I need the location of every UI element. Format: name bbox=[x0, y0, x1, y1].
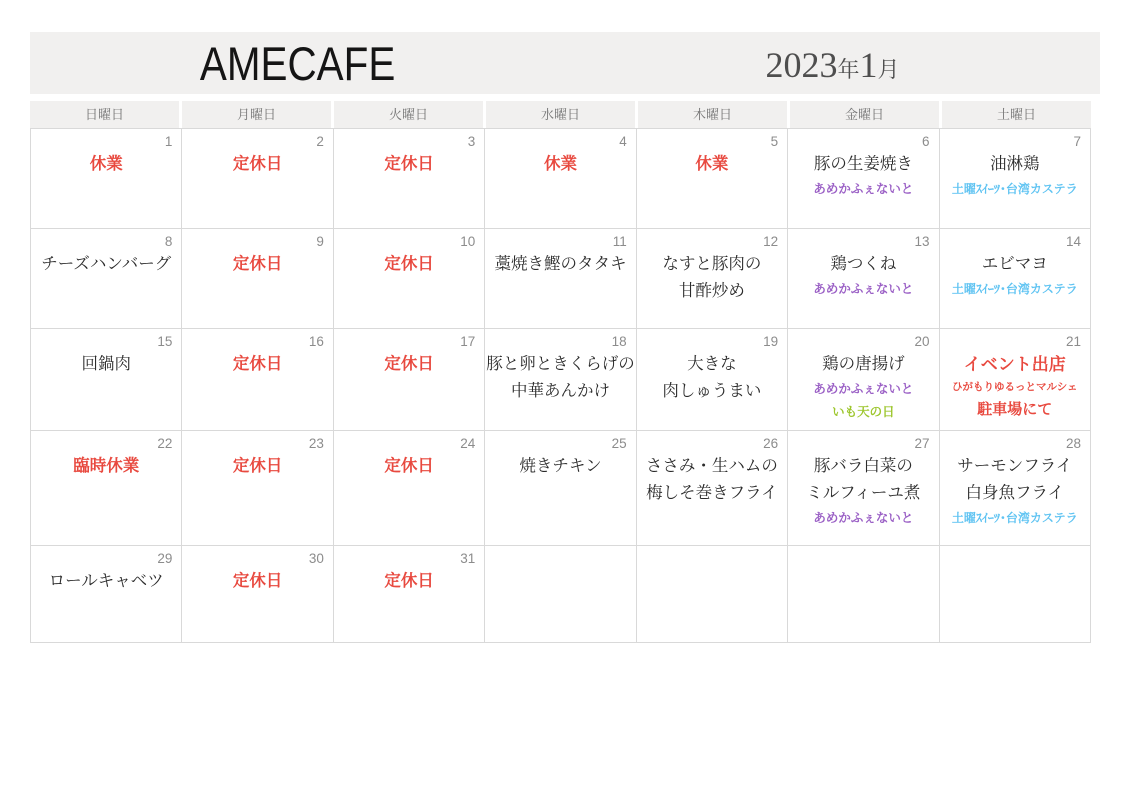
day-number: 5 bbox=[770, 134, 779, 149]
day-entry-event-place: 駐車場にて bbox=[977, 401, 1053, 418]
day-number: 29 bbox=[157, 551, 173, 566]
day-number: 17 bbox=[460, 334, 476, 349]
day-number: 28 bbox=[1065, 436, 1081, 451]
weekday-header-4: 木曜日 bbox=[638, 101, 787, 128]
day-entry-menu: チーズハンバーグ bbox=[41, 255, 172, 273]
day-cell-15 bbox=[31, 329, 182, 431]
day-entry-closed: 定休日 bbox=[384, 155, 434, 173]
day-entry-menu: 鶏つくね bbox=[830, 255, 897, 273]
day-entry-event-sub: ひがもりゆるっとマルシェ bbox=[952, 381, 1078, 393]
header-right bbox=[565, 32, 1100, 94]
weekday-header-0: 日曜日 bbox=[30, 101, 179, 128]
day-cell-8 bbox=[31, 229, 182, 329]
day-cell-empty bbox=[940, 546, 1091, 643]
calendar-grid bbox=[30, 128, 1091, 643]
day-cell-21 bbox=[940, 329, 1091, 431]
day-entry-menu: 豚の生姜焼き bbox=[813, 155, 913, 173]
day-entry-menu: 梅しそ巻きフライ bbox=[646, 484, 778, 502]
day-cell-empty bbox=[637, 546, 788, 643]
weekday-header-1: 月曜日 bbox=[182, 101, 331, 128]
calendar-header bbox=[30, 32, 1100, 94]
day-number: 23 bbox=[308, 436, 324, 451]
day-entry-menu: サーモンフライ bbox=[957, 457, 1073, 475]
day-entry-night: あめかふぇないと bbox=[813, 511, 914, 525]
day-cell-27 bbox=[788, 431, 939, 546]
day-number: 14 bbox=[1065, 234, 1081, 249]
day-cell-empty bbox=[485, 546, 636, 643]
day-number: 1 bbox=[164, 134, 173, 149]
day-entry-closed: 臨時休業 bbox=[73, 457, 140, 475]
day-entry-menu: ささみ・生ハムの bbox=[645, 457, 778, 475]
day-entry-closed: 休業 bbox=[695, 155, 729, 173]
day-number: 10 bbox=[460, 234, 476, 249]
day-number: 19 bbox=[763, 334, 779, 349]
day-entry-menu: 中華あんかけ bbox=[510, 382, 610, 400]
day-entry-closed: 休業 bbox=[543, 155, 577, 173]
day-number: 25 bbox=[611, 436, 627, 451]
month-title bbox=[765, 43, 899, 83]
month-suffix: 月 bbox=[877, 57, 900, 82]
day-cell-10 bbox=[334, 229, 485, 329]
day-cell-30 bbox=[182, 546, 333, 643]
day-cell-23 bbox=[182, 431, 333, 546]
day-entry-closed: 定休日 bbox=[232, 572, 283, 590]
day-cell-5 bbox=[637, 129, 788, 229]
month-year: 2023 bbox=[765, 45, 838, 85]
day-number: 11 bbox=[612, 234, 627, 249]
day-cell-14 bbox=[940, 229, 1091, 329]
day-cell-28 bbox=[940, 431, 1091, 546]
day-number: 2 bbox=[316, 134, 324, 149]
day-cell-31 bbox=[334, 546, 485, 643]
day-number: 21 bbox=[1065, 334, 1081, 349]
day-number: 7 bbox=[1073, 134, 1081, 149]
day-number: 31 bbox=[460, 551, 476, 566]
day-entry-menu: ロールキャベツ bbox=[48, 572, 164, 590]
day-cell-26 bbox=[637, 431, 788, 546]
day-number: 9 bbox=[316, 234, 324, 249]
day-entry-menu: 甘酢炒め bbox=[678, 282, 745, 300]
day-number: 24 bbox=[460, 436, 476, 451]
day-cell-2 bbox=[182, 129, 333, 229]
day-cell-24 bbox=[334, 431, 485, 546]
day-entry-imo: いも天の日 bbox=[832, 405, 895, 419]
day-number: 20 bbox=[914, 334, 930, 349]
day-cell-16 bbox=[182, 329, 333, 431]
day-number: 3 bbox=[467, 134, 476, 149]
day-entry-menu: 油淋鶏 bbox=[990, 155, 1040, 173]
day-entry-menu: 焼きチキン bbox=[519, 457, 602, 475]
day-entry-menu: 大きな bbox=[687, 355, 737, 373]
day-number: 30 bbox=[308, 551, 324, 566]
day-entry-menu: 豚バラ白菜の bbox=[813, 457, 913, 475]
day-cell-4 bbox=[485, 129, 636, 229]
day-entry-closed: 定休日 bbox=[384, 572, 434, 590]
day-cell-11 bbox=[485, 229, 636, 329]
day-entry-night: あめかふぇないと bbox=[813, 282, 914, 296]
month-number: 1 bbox=[859, 45, 878, 85]
day-entry-menu: 肉しゅうまい bbox=[662, 382, 762, 400]
day-number: 26 bbox=[763, 436, 779, 451]
day-number: 18 bbox=[611, 334, 627, 349]
day-entry-night: あめかふぇないと bbox=[813, 182, 914, 196]
day-number: 16 bbox=[308, 334, 324, 349]
day-number: 12 bbox=[763, 234, 779, 249]
day-entry-closed: 定休日 bbox=[232, 457, 283, 475]
day-entry-night: あめかふぇないと bbox=[813, 382, 914, 396]
weekday-header-5: 金曜日 bbox=[790, 101, 939, 128]
header-left bbox=[30, 32, 565, 94]
day-entry-menu: ミルフィーユ煮 bbox=[806, 484, 921, 502]
day-entry-event-main: イベント出店 bbox=[963, 355, 1066, 374]
day-entry-closed: 定休日 bbox=[232, 355, 283, 373]
day-entry-menu: 豚と卵ときくらげの bbox=[486, 355, 635, 373]
day-entry-menu: エビマヨ bbox=[981, 255, 1048, 273]
day-cell-3 bbox=[334, 129, 485, 229]
day-cell-7 bbox=[940, 129, 1091, 229]
month-year-suffix: 年 bbox=[837, 57, 860, 82]
day-cell-12 bbox=[637, 229, 788, 329]
day-entry-closed: 定休日 bbox=[232, 255, 283, 273]
day-entry-menu: 白身魚フライ bbox=[965, 484, 1065, 502]
weekday-row bbox=[30, 101, 1091, 128]
day-cell-29 bbox=[31, 546, 182, 643]
day-cell-1 bbox=[31, 129, 182, 229]
day-entry-sweets: 土曜ｽｲｰﾂ･台湾カステラ bbox=[951, 182, 1078, 196]
day-entry-closed: 定休日 bbox=[232, 155, 283, 173]
day-entry-closed: 定休日 bbox=[384, 355, 434, 373]
day-entry-closed: 定休日 bbox=[384, 457, 434, 475]
day-entry-sweets: 土曜ｽｲｰﾂ･台湾カステラ bbox=[951, 282, 1078, 296]
day-entry-closed: 休業 bbox=[89, 155, 123, 173]
day-entry-menu: 鶏の唐揚げ bbox=[822, 355, 905, 373]
day-number: 22 bbox=[157, 436, 173, 451]
day-entry-closed: 定休日 bbox=[384, 255, 434, 273]
day-entry-menu: 藁焼き鰹のタタキ bbox=[494, 255, 627, 273]
day-cell-13 bbox=[788, 229, 939, 329]
day-cell-20 bbox=[788, 329, 939, 431]
day-cell-18 bbox=[485, 329, 636, 431]
day-number: 27 bbox=[914, 436, 930, 451]
day-entry-sweets: 土曜ｽｲｰﾂ･台湾カステラ bbox=[951, 511, 1078, 525]
weekday-header-2: 火曜日 bbox=[334, 101, 483, 128]
day-number: 6 bbox=[922, 134, 930, 149]
shop-title: AMECAFE bbox=[199, 36, 396, 90]
day-cell-25 bbox=[485, 431, 636, 546]
weekday-header-3: 水曜日 bbox=[486, 101, 635, 128]
day-cell-19 bbox=[637, 329, 788, 431]
weekday-header-6: 土曜日 bbox=[942, 101, 1091, 128]
day-entry-menu: なすと豚肉の bbox=[662, 255, 762, 273]
day-entry-menu: 回鍋肉 bbox=[81, 355, 131, 373]
day-number: 8 bbox=[164, 234, 173, 249]
day-cell-empty bbox=[788, 546, 939, 643]
day-cell-6 bbox=[788, 129, 939, 229]
day-cell-17 bbox=[334, 329, 485, 431]
day-number: 4 bbox=[619, 134, 627, 149]
day-number: 15 bbox=[157, 334, 173, 349]
day-cell-9 bbox=[182, 229, 333, 329]
day-number: 13 bbox=[914, 234, 930, 249]
day-cell-22 bbox=[31, 431, 182, 546]
